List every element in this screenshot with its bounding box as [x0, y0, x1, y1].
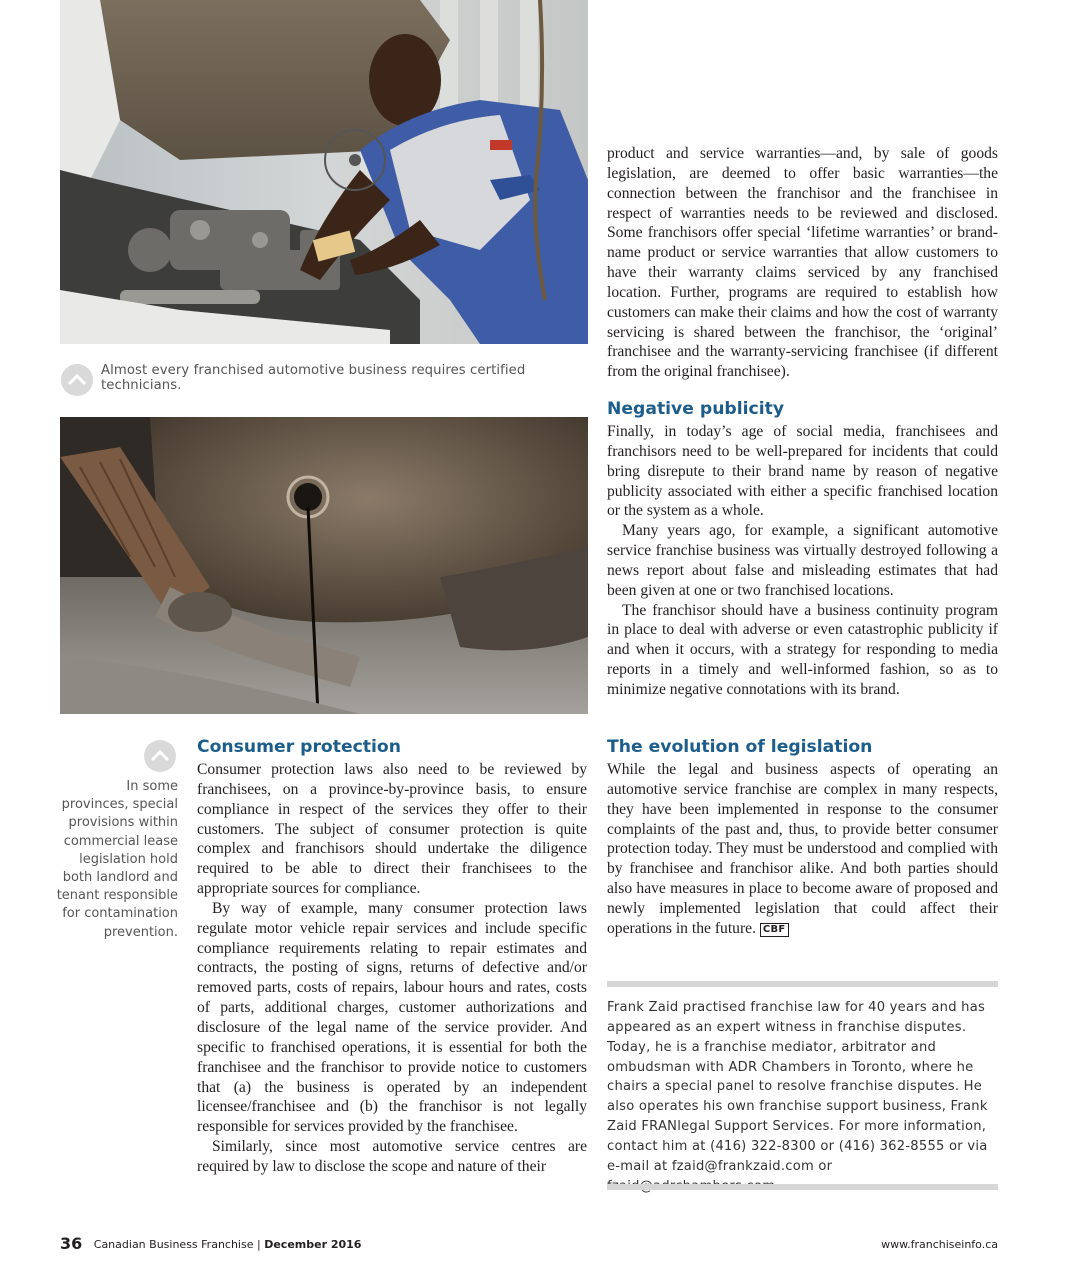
photo-technician-illustration	[60, 0, 588, 344]
photo-oil-drain-illustration	[60, 417, 588, 714]
bio-top-rule	[607, 981, 998, 987]
paragraph: The franchisor should have a business continuity program in place to deal with adverse or even catastrophic publicity if and when it occurs, with a strategy for responding to media reports in a timely and well-informed fashion, so as to minimize negative connotations with its brand.	[607, 601, 998, 698]
paragraph	[607, 760, 998, 939]
cbf-end-mark: CBF	[760, 923, 789, 937]
right-column-continuation	[607, 144, 998, 382]
issue-date: December 2016	[264, 1238, 362, 1251]
pull-quote: In some provinces, special provisions within commercial lease legislation hold both landlord and tenant responsible for contamination prevention.	[56, 779, 178, 940]
paragraph: By way of example, many consumer protection laws regulate motor vehicle repair services and include specific compliance requirements relating to repair estimates and contracts, the posting of signs, returns of defective and/or removed parts, costs of repairs, labour hours and rates, costs of parts, additional charges, customer authorizations and disclosure of the legal name of the service provider. And specific to franchised operations, it is essential for both the franchisee and the franchisor to provide notice to customers that (a) the business is operated by an independent licensee/franchisee and (b) the franchisor is not legally responsible for services provided by the franchisee.	[197, 899, 587, 1136]
photo-technician	[60, 0, 588, 344]
photo-caption: Almost every franchised automotive business requires certified technicians.	[101, 363, 526, 393]
negative-publicity-body	[607, 422, 998, 700]
left-column-body	[197, 760, 587, 1177]
bio-bottom-rule	[607, 1184, 998, 1190]
publication-name: Canadian Business Franchise	[93, 1238, 254, 1251]
paragraph: Many years ago, for example, a significant automotive service franchise business was virtually destroyed following a news report about false and misleading estimates that had been given at one or two franchised locations.	[607, 522, 998, 599]
paragraph: product and service warranties—and, by sale of goods legislation, are deemed to offer basic warranties—the connection between the franchisor and the franchisee in respect of warranties needs to be reviewed and disclosed. Some franchisors offer special ‘lifetime warranties’ or brand-name product or service warranties that allow customers to have their warranty claims serviced by any franchised location. Further, programs are required to establish how customers can make their claims and how the cost of warranty servicing is shared between the franchisor, the ‘original’ franchisee and the warranty-servicing franchisee (if different from the original franchisee).	[607, 145, 998, 381]
author-bio: Frank Zaid practised franchise law for 40 years and has appeared as an expert witness in franchise disputes. Today, he is a franchise mediator, arbitrator and ombudsman with ADR Chambers in Toronto, where he chairs a special panel to resolve franchise disputes. He also operates his own franchise support business, Frank Zaid FRANlegal Support Services. For more information, contact him at (416) 322-8300 or (416) 362-8555 or via e-mail at fzaid@frankzaid.com or	[607, 1000, 988, 1174]
paragraph-text: While the legal and business aspects of operating an automotive service franchise are complex in many respects, they have been implemented in response to the consumer complaints of the past and, thus, to provide better consumer protection today. They must be understood and complied with by franchisee and franchisor alike. And both parties should also have measures in place to become aware of proposed and newly implemented legislation that could affect their operations in the future.	[607, 761, 998, 937]
heading-evolution-of-legislation: The evolution of legislation	[607, 737, 873, 757]
footer-left	[60, 1234, 361, 1253]
paragraph: Finally, in today’s age of social media, franchisees and franchisors need to be well-prepared for incidents that could bring disrepute to their brand name by reason of negative publicity associated with either a specific franchised location or the system as a whole.	[607, 423, 998, 520]
photo-oil-drain	[60, 417, 588, 714]
chevron-up-icon	[61, 364, 93, 396]
heading-negative-publicity: Negative publicity	[607, 399, 785, 419]
paragraph: Consumer protection laws also need to be reviewed by franchisees, on a province-by-province basis, to ensure compliance in respect of the services they offer to their customers. The subject of consumer protection is quite complex and franchisors should undertake the diligence required to be able to direct their franchisees to the appropriate sources for compliance.	[197, 761, 587, 898]
paragraph: Similarly, since most automotive service centres are required by law to disclose the scope and nature of their	[197, 1138, 587, 1175]
website-link[interactable]: www.franchiseinfo.ca	[881, 1238, 998, 1251]
page-number: 36	[60, 1234, 83, 1253]
pull-quote-chevron-up-icon	[144, 740, 176, 772]
footer-separator: |	[257, 1238, 261, 1251]
heading-consumer-protection: Consumer protection	[197, 737, 401, 757]
caption-chevron-up-icon	[61, 364, 93, 396]
evolution-body	[607, 760, 998, 939]
chevron-up-icon	[144, 740, 176, 772]
